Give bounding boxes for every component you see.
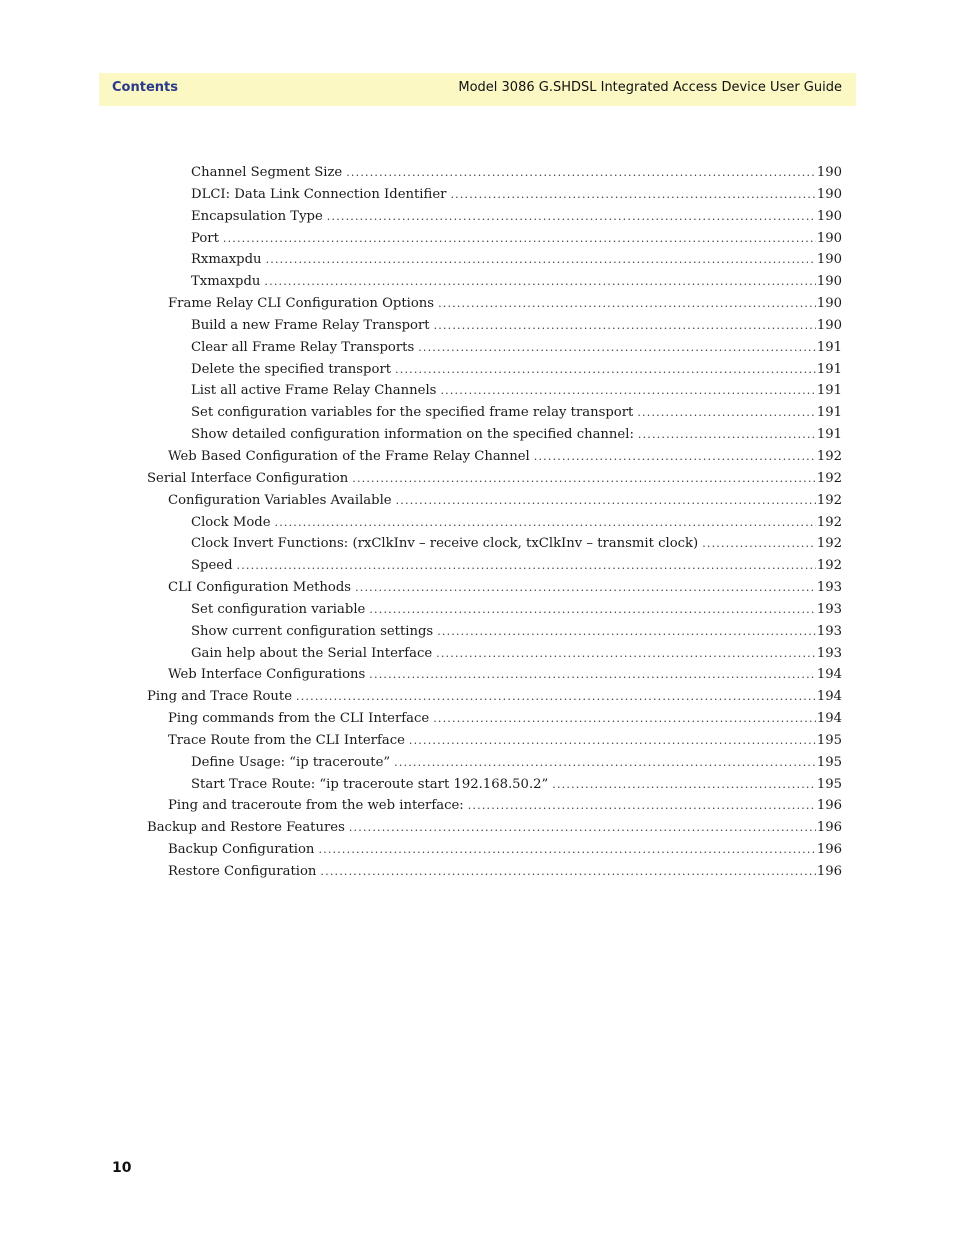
toc-entry-page: 191 — [816, 339, 842, 355]
toc-entry[interactable] — [147, 162, 842, 184]
toc-leader-dots — [352, 468, 816, 490]
toc-leader-dots — [433, 708, 816, 730]
toc-entry-title: Clock Invert Functions: (rxClkInv – receive clock, txClkInv – transmit clock) — [191, 536, 699, 552]
toc-entry-page: 190 — [816, 230, 842, 246]
toc-entry-page: 191 — [816, 383, 842, 399]
toc-leader-dots — [346, 162, 816, 184]
toc-entry-page: 190 — [816, 296, 842, 312]
running-header — [99, 73, 856, 106]
toc-entry[interactable] — [147, 708, 842, 730]
toc-entry-page: 192 — [816, 492, 842, 508]
toc-entry[interactable] — [147, 839, 842, 861]
toc-entry-page: 195 — [816, 776, 842, 792]
toc-entry-title: Delete the specified transport — [191, 361, 392, 377]
toc-entry[interactable] — [147, 424, 842, 446]
toc-entry-page: 196 — [816, 864, 842, 879]
toc-entry-title: Frame Relay CLI Configuration Options — [168, 296, 435, 312]
table-of-contents — [147, 162, 842, 883]
toc-entry-title: Trace Route from the CLI Interface — [168, 732, 405, 748]
toc-entry[interactable] — [147, 817, 842, 839]
toc-entry-title: Ping and traceroute from the web interface: — [168, 798, 464, 814]
toc-entry-title: Build a new Frame Relay Transport — [191, 317, 430, 333]
toc-entry-page: 191 — [816, 427, 842, 443]
toc-leader-dots — [702, 533, 816, 555]
toc-entry-page: 190 — [816, 252, 842, 268]
toc-entry-page: 190 — [816, 186, 842, 202]
toc-entry[interactable] — [147, 643, 842, 665]
toc-leader-dots — [296, 686, 816, 708]
toc-entry-title: Backup and Restore Features — [147, 820, 345, 836]
toc-leader-dots — [264, 271, 815, 293]
toc-entry[interactable] — [147, 206, 842, 228]
toc-entry[interactable] — [147, 380, 842, 402]
header-guide-title: Model 3086 G.SHDSL Integrated Access Device User Guide — [458, 80, 842, 95]
toc-entry-title: Txmaxpdu — [191, 274, 261, 290]
toc-leader-dots — [396, 490, 816, 512]
toc-entry[interactable] — [147, 490, 842, 512]
toc-leader-dots — [327, 206, 816, 228]
toc-entry-page: 193 — [816, 601, 842, 617]
toc-entry-title: Restore Configuration — [168, 864, 317, 879]
toc-entry[interactable] — [147, 599, 842, 621]
toc-entry[interactable] — [147, 228, 842, 250]
toc-entry[interactable] — [147, 315, 842, 337]
toc-entry-page: 194 — [816, 711, 842, 727]
toc-entry-title: Web Interface Configurations — [168, 667, 366, 683]
toc-leader-dots — [450, 184, 815, 206]
toc-entry-page: 194 — [816, 667, 842, 683]
toc-entry-page: 195 — [816, 754, 842, 770]
toc-entry[interactable] — [147, 337, 842, 359]
toc-entry[interactable] — [147, 293, 842, 315]
toc-entry[interactable] — [147, 533, 842, 555]
toc-entry-title: Show current configuration settings — [191, 623, 434, 639]
toc-leader-dots — [395, 359, 816, 381]
toc-entry[interactable] — [147, 577, 842, 599]
toc-leader-dots — [223, 228, 816, 250]
toc-entry[interactable] — [147, 555, 842, 577]
toc-entry[interactable] — [147, 271, 842, 293]
toc-entry-title: Encapsulation Type — [191, 208, 323, 224]
toc-leader-dots — [369, 599, 815, 621]
toc-entry-page: 194 — [816, 689, 842, 705]
toc-entry[interactable] — [147, 861, 842, 883]
toc-leader-dots — [355, 577, 816, 599]
toc-leader-dots — [440, 380, 815, 402]
toc-entry-title: Rxmaxpdu — [191, 252, 262, 268]
toc-entry-title: Set configuration variables for the specified frame relay transport — [191, 405, 634, 421]
toc-entry-title: Start Trace Route: “ip traceroute start 192.168.50.2” — [191, 776, 549, 792]
toc-leader-dots — [237, 555, 816, 577]
toc-entry-page: 195 — [816, 732, 842, 748]
toc-entry-title: List all active Frame Relay Channels — [191, 383, 437, 399]
toc-entry[interactable] — [147, 730, 842, 752]
toc-entry[interactable] — [147, 468, 842, 490]
toc-entry[interactable] — [147, 446, 842, 468]
toc-leader-dots — [418, 337, 816, 359]
toc-entry-title: Channel Segment Size — [191, 165, 343, 180]
toc-entry-title: Clock Mode — [191, 514, 271, 530]
toc-entry-page: 196 — [816, 798, 842, 814]
toc-leader-dots — [394, 752, 816, 774]
toc-entry-title: Clear all Frame Relay Transports — [191, 339, 415, 355]
toc-entry-page: 191 — [816, 405, 842, 421]
toc-entry-page: 192 — [816, 558, 842, 574]
toc-entry-page: 192 — [816, 536, 842, 552]
toc-entry[interactable] — [147, 184, 842, 206]
toc-entry-title: Speed — [191, 558, 233, 574]
toc-entry-title: Configuration Variables Available — [168, 492, 392, 508]
toc-entry[interactable] — [147, 359, 842, 381]
toc-leader-dots — [369, 664, 816, 686]
toc-entry[interactable] — [147, 795, 842, 817]
toc-entry-title: DLCI: Data Link Connection Identifier — [191, 186, 447, 202]
toc-leader-dots — [266, 249, 816, 271]
toc-entry-page: 190 — [816, 165, 842, 180]
toc-entry-title: Set configuration variable — [191, 601, 366, 617]
toc-entry[interactable] — [147, 402, 842, 424]
toc-entry-page: 192 — [816, 448, 842, 464]
toc-leader-dots — [552, 774, 816, 796]
toc-entry-title: Web Based Configuration of the Frame Relay Channel — [168, 448, 530, 464]
toc-entry-page: 193 — [816, 623, 842, 639]
toc-leader-dots — [349, 817, 816, 839]
toc-leader-dots — [318, 839, 815, 861]
toc-leader-dots — [637, 402, 815, 424]
toc-entry[interactable] — [147, 621, 842, 643]
toc-entry-page: 193 — [816, 645, 842, 661]
toc-leader-dots — [434, 315, 816, 337]
toc-leader-dots — [437, 621, 816, 643]
toc-entry[interactable] — [147, 664, 842, 686]
page-number: 10 — [112, 1160, 132, 1176]
toc-entry[interactable] — [147, 512, 842, 534]
toc-entry-title: Backup Configuration — [168, 842, 315, 858]
toc-entry-title: Ping commands from the CLI Interface — [168, 711, 430, 727]
toc-entry-page: 190 — [816, 274, 842, 290]
toc-entry[interactable] — [147, 752, 842, 774]
toc-entry-title: Show detailed configuration information on the specified channel: — [191, 427, 634, 443]
toc-entry[interactable] — [147, 249, 842, 271]
toc-entry-page: 196 — [816, 842, 842, 858]
toc-leader-dots — [436, 643, 816, 665]
toc-leader-dots — [534, 446, 816, 468]
toc-entry-page: 192 — [816, 470, 842, 486]
toc-entry-page: 192 — [816, 514, 842, 530]
toc-entry[interactable] — [147, 686, 842, 708]
toc-entry-title: CLI Configuration Methods — [168, 580, 352, 596]
toc-entry-page: 196 — [816, 820, 842, 836]
toc-entry-title: Define Usage: “ip traceroute” — [191, 754, 391, 770]
toc-leader-dots — [638, 424, 816, 446]
toc-leader-dots — [468, 795, 816, 817]
toc-entry-title: Port — [191, 230, 219, 246]
toc-leader-dots — [438, 293, 816, 315]
toc-entry-title: Gain help about the Serial Interface — [191, 645, 433, 661]
toc-entry-title: Serial Interface Configuration — [147, 470, 349, 486]
toc-entry-page: 190 — [816, 317, 842, 333]
toc-leader-dots — [275, 512, 816, 534]
toc-entry-page: 193 — [816, 580, 842, 596]
toc-leader-dots — [320, 861, 815, 883]
toc-entry-title: Ping and Trace Route — [147, 689, 293, 705]
toc-entry-page: 190 — [816, 208, 842, 224]
toc-entry[interactable] — [147, 774, 842, 796]
toc-entry-page: 191 — [816, 361, 842, 377]
header-section-title: Contents — [112, 80, 178, 95]
toc-leader-dots — [409, 730, 816, 752]
